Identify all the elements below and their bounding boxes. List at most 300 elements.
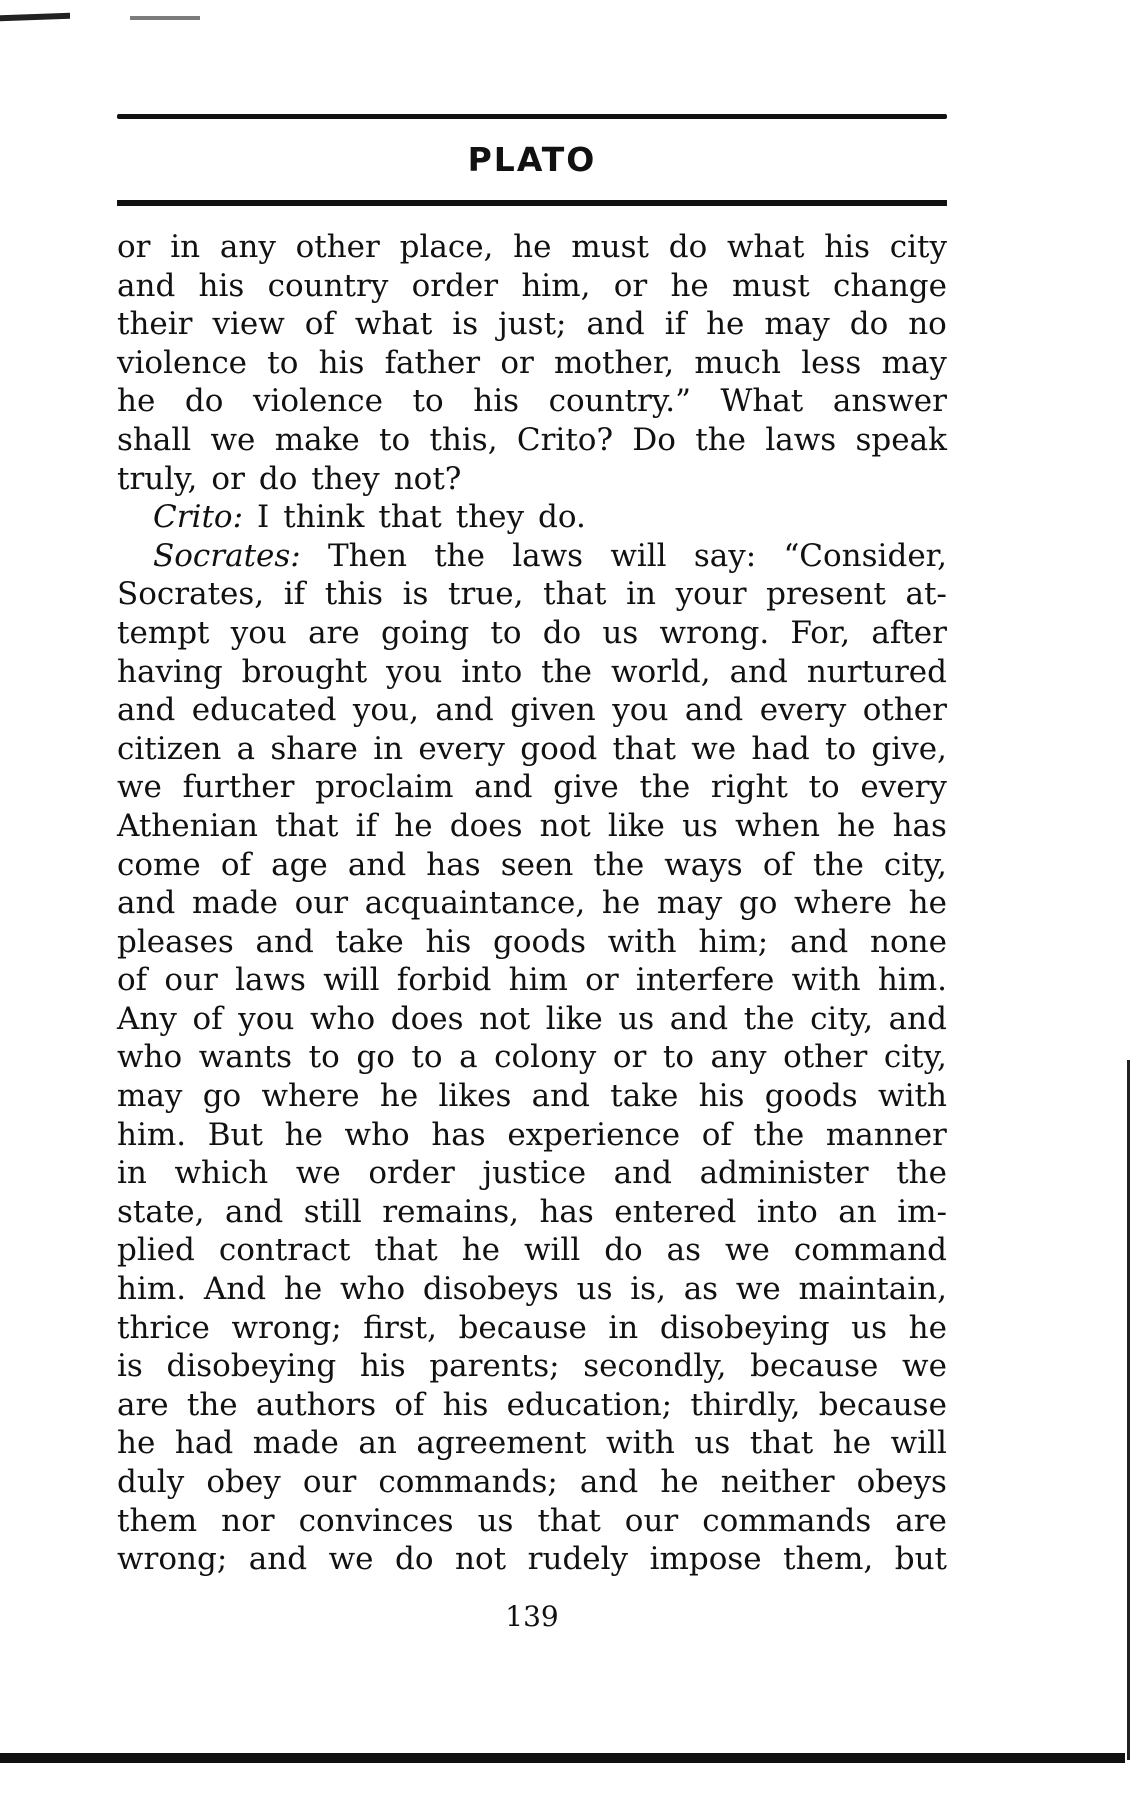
word: good <box>520 730 598 767</box>
word: right <box>710 769 788 806</box>
word: into <box>756 1193 818 1230</box>
page-number: 139 <box>505 1600 559 1633</box>
word: goods <box>764 1078 858 1115</box>
word: an <box>358 1425 397 1462</box>
word: if <box>355 807 378 844</box>
word: he <box>832 1425 872 1462</box>
word: world, <box>610 653 711 690</box>
word: and <box>255 923 314 960</box>
word: citizen <box>117 730 222 767</box>
text-line <box>117 1077 947 1116</box>
text-line <box>117 421 947 460</box>
word: order <box>411 267 499 304</box>
word: we <box>735 1271 781 1308</box>
word: at- <box>905 576 947 613</box>
scan-artifact-mark <box>130 16 200 20</box>
text-line <box>117 1116 947 1155</box>
text-line <box>117 1038 947 1077</box>
word: or <box>211 460 245 497</box>
word: state, <box>117 1193 205 1230</box>
word: and <box>613 1155 672 1192</box>
text-line <box>117 614 947 653</box>
word: are <box>895 1502 947 1539</box>
word: his <box>425 923 472 960</box>
word: think <box>283 499 365 536</box>
word: you <box>238 1000 295 1037</box>
text-line <box>117 961 947 1000</box>
word: rudely <box>527 1541 629 1578</box>
word: that <box>374 1232 438 1269</box>
word: an <box>838 1193 877 1230</box>
word: and <box>684 692 744 729</box>
word: and <box>474 769 533 806</box>
text-line <box>117 382 947 421</box>
word: answer <box>832 383 947 420</box>
word: and <box>888 1000 947 1037</box>
word: into <box>461 653 523 690</box>
word: For, <box>790 614 851 651</box>
word: their <box>117 306 193 343</box>
word: seen <box>500 846 574 883</box>
word: does <box>390 1000 464 1037</box>
word: because <box>750 1348 879 1385</box>
word: that <box>543 576 607 613</box>
word: given <box>510 692 596 729</box>
word: country <box>267 267 389 304</box>
scan-artifact-mark <box>0 13 70 21</box>
word: But <box>207 1116 263 1153</box>
word: us <box>851 1309 888 1346</box>
word: they <box>311 460 380 497</box>
word: him <box>508 962 568 999</box>
word: truly, <box>117 460 198 497</box>
word: do <box>849 306 889 343</box>
word: colony <box>494 1039 597 1076</box>
word: of <box>117 962 148 999</box>
word: wrong. <box>659 614 770 651</box>
word: our <box>302 1464 357 1500</box>
word: are <box>308 614 360 651</box>
word: has <box>431 1116 486 1153</box>
word: he <box>284 1116 323 1153</box>
page-edge-line <box>1127 1060 1130 1760</box>
word: every <box>759 692 847 729</box>
word: our <box>164 962 218 999</box>
word: or <box>500 344 534 381</box>
word: had <box>751 730 810 767</box>
word: who <box>309 1000 376 1037</box>
speaker-label: Crito: <box>153 499 244 536</box>
word: your <box>675 576 747 613</box>
word: who <box>339 1271 406 1308</box>
word: and <box>435 692 494 729</box>
word: any <box>219 229 276 265</box>
text-line <box>117 923 947 962</box>
word: him; <box>698 923 769 960</box>
word: he <box>601 885 641 922</box>
word: had <box>174 1425 234 1462</box>
word: what <box>726 229 805 265</box>
word: may <box>881 344 947 381</box>
word: that <box>275 807 339 844</box>
word: violence <box>117 344 248 381</box>
text-line <box>117 1463 947 1502</box>
word: after <box>871 614 947 651</box>
word: his <box>318 344 365 381</box>
word: that <box>612 730 676 767</box>
word: wants <box>198 1039 293 1076</box>
word: or <box>612 1039 647 1076</box>
word: he <box>670 267 709 304</box>
word: the <box>753 1116 805 1153</box>
word: thirdly, <box>690 1386 801 1423</box>
word: convinces <box>298 1502 454 1539</box>
word: order <box>368 1155 455 1192</box>
word: as <box>683 1271 719 1308</box>
word: much <box>694 344 782 381</box>
word: proclaim <box>315 769 454 806</box>
word: command <box>793 1232 947 1269</box>
word: him. <box>117 1116 187 1153</box>
word: do <box>668 229 708 265</box>
word: us <box>618 1000 655 1037</box>
word: his <box>698 1078 745 1115</box>
word: city <box>889 229 947 265</box>
word: do <box>604 1232 643 1269</box>
word: give <box>553 769 619 806</box>
word: him, <box>521 267 591 304</box>
word: mother, <box>554 344 675 381</box>
word: obey <box>206 1464 281 1500</box>
word: our <box>294 885 349 922</box>
header-rule <box>117 200 947 206</box>
word: tempt <box>117 614 210 651</box>
word: maintain, <box>798 1271 947 1308</box>
word: shall <box>117 421 192 458</box>
word: And <box>203 1271 267 1308</box>
word: commands; <box>378 1464 558 1500</box>
word: may <box>117 1078 183 1115</box>
word: to <box>308 1039 340 1076</box>
word: the <box>896 1155 947 1192</box>
word: share <box>270 730 358 767</box>
word: the <box>593 846 645 883</box>
word: us <box>682 807 718 844</box>
word: impose <box>649 1541 762 1578</box>
word: nurtured <box>806 653 947 690</box>
word: has <box>539 1193 594 1230</box>
word: does <box>449 807 523 844</box>
word: other <box>295 229 380 265</box>
word: with <box>605 1425 675 1462</box>
word: Socrates, <box>117 576 265 613</box>
word: true, <box>448 576 524 613</box>
word: place, <box>399 229 494 265</box>
word: or <box>613 267 648 304</box>
word: thrice <box>117 1309 210 1346</box>
text-line <box>117 1000 947 1039</box>
text-line <box>117 1540 947 1579</box>
word: take <box>610 1078 679 1115</box>
word: in <box>170 229 201 265</box>
word: of <box>304 306 335 343</box>
word: his <box>442 1386 489 1423</box>
word: obeys <box>856 1464 947 1500</box>
word: as <box>666 1232 702 1269</box>
word: none <box>870 923 947 960</box>
word: you <box>386 653 443 690</box>
word: the <box>743 1000 795 1037</box>
word: to <box>662 1039 694 1076</box>
text-line <box>117 228 947 267</box>
word: us <box>477 1502 514 1539</box>
word: disobeying <box>166 1348 337 1385</box>
word: of <box>192 1000 223 1037</box>
word: we <box>725 1232 770 1269</box>
word: city, <box>883 1039 947 1076</box>
word: say: <box>693 537 757 574</box>
word: plied <box>117 1232 195 1269</box>
word: disobeying <box>659 1309 830 1346</box>
word: age <box>271 846 328 883</box>
word: his <box>359 1348 406 1385</box>
word: authors <box>255 1386 377 1423</box>
word: and <box>586 306 645 343</box>
word: not <box>539 807 591 844</box>
word: every <box>418 730 505 767</box>
word: to <box>808 769 840 806</box>
word: no <box>908 306 947 343</box>
word: acquaintance, <box>364 885 586 922</box>
word: education; <box>506 1386 673 1423</box>
word: the <box>541 653 593 690</box>
word: the <box>186 1386 238 1423</box>
word: forbid <box>396 962 492 999</box>
word: and <box>669 1000 729 1037</box>
word: Then <box>327 537 407 574</box>
word: and <box>248 1541 308 1578</box>
top-rule <box>117 114 947 119</box>
word: im- <box>897 1193 947 1230</box>
word: are <box>117 1386 169 1423</box>
word: and <box>347 846 407 883</box>
word: give, <box>871 730 947 767</box>
word: who <box>117 1039 183 1076</box>
word: brought <box>241 653 368 690</box>
text-line <box>117 730 947 769</box>
word: laws <box>512 537 584 574</box>
word: he <box>283 1271 323 1308</box>
word: of <box>762 846 793 883</box>
word: you <box>230 614 287 651</box>
word: he <box>379 1078 419 1115</box>
word: made <box>252 1425 339 1462</box>
word: laws <box>765 421 837 458</box>
word: he <box>117 1425 156 1462</box>
word: to <box>411 1039 443 1076</box>
word: his <box>824 229 870 265</box>
text-line <box>117 691 947 730</box>
word: has <box>426 846 481 883</box>
word: further <box>182 769 295 806</box>
word: we <box>328 1541 374 1578</box>
word: first, <box>363 1309 437 1346</box>
bottom-edge-bar <box>0 1753 1125 1763</box>
word: will <box>323 962 380 999</box>
word: that <box>537 1502 601 1539</box>
word: take <box>335 923 404 960</box>
word: the <box>434 537 485 574</box>
text-line <box>117 1424 947 1463</box>
word: manner <box>825 1116 947 1153</box>
word: remains, <box>382 1193 519 1230</box>
word: if <box>283 576 306 613</box>
word: Any <box>117 1000 177 1037</box>
word: will <box>610 537 667 574</box>
word: every <box>860 769 947 806</box>
word: he <box>706 306 745 343</box>
word: that <box>749 1425 814 1462</box>
word: What <box>720 383 804 420</box>
word: likes <box>438 1078 512 1115</box>
word: going <box>380 614 470 651</box>
text-line <box>117 1502 947 1541</box>
word: where <box>261 1078 360 1115</box>
word: and <box>117 692 176 729</box>
text-line <box>117 846 947 885</box>
word: is <box>452 306 479 343</box>
word: to <box>490 614 522 651</box>
word: he <box>908 885 947 922</box>
word: he <box>513 229 552 265</box>
word: not <box>479 1000 531 1037</box>
word: and <box>531 1078 590 1115</box>
word: justice <box>482 1155 587 1192</box>
word: with <box>607 923 677 960</box>
word: experience <box>507 1116 681 1153</box>
word: not? <box>393 460 462 497</box>
word: wrong; <box>117 1541 228 1578</box>
word: may <box>764 306 830 343</box>
word: country.” <box>548 383 691 420</box>
word: him. <box>117 1271 187 1308</box>
word: entered <box>614 1193 737 1230</box>
word: the <box>639 769 691 806</box>
word: we <box>295 1155 341 1192</box>
word: the <box>695 421 747 458</box>
word: Athenian <box>117 807 258 844</box>
word: will <box>890 1425 947 1462</box>
word: change <box>833 267 947 304</box>
text-line <box>117 305 947 344</box>
word: in <box>626 576 656 613</box>
text-line <box>117 344 947 383</box>
word: go <box>202 1078 242 1115</box>
text-line <box>117 1270 947 1309</box>
word: will <box>523 1232 581 1269</box>
word: nor <box>221 1502 275 1539</box>
word: go <box>738 885 778 922</box>
word: educated <box>191 692 337 729</box>
word: what <box>354 306 433 343</box>
word: city, <box>810 1000 874 1037</box>
word: I <box>257 499 270 536</box>
word: we <box>691 730 737 767</box>
word: is, <box>630 1271 666 1308</box>
word: because <box>818 1386 947 1423</box>
word: us <box>576 1271 613 1308</box>
text-line <box>117 807 947 846</box>
word: he <box>461 1232 500 1269</box>
text-line <box>117 460 947 499</box>
word: contract <box>218 1232 351 1269</box>
word: and <box>579 1464 639 1500</box>
word: this <box>324 576 383 613</box>
word: less <box>801 344 862 381</box>
text-line <box>117 575 947 614</box>
word: goods <box>493 923 586 960</box>
text-line <box>117 884 947 923</box>
word: and <box>789 923 849 960</box>
word: disobeys <box>422 1271 559 1308</box>
word: make <box>274 421 360 458</box>
word: view <box>212 306 285 343</box>
word: to <box>825 730 857 767</box>
word: like <box>545 1000 603 1037</box>
word: father <box>384 344 481 381</box>
word: made <box>191 885 279 922</box>
word: administer <box>699 1155 869 1192</box>
text-line <box>117 1231 947 1270</box>
word: must <box>732 267 810 304</box>
word: us <box>602 614 639 651</box>
word: still <box>303 1193 362 1230</box>
text-line <box>117 537 947 576</box>
word: do. <box>538 499 586 536</box>
word: with <box>791 962 861 999</box>
word: Do <box>632 421 676 458</box>
word: if <box>664 306 687 343</box>
word: do <box>184 383 224 420</box>
word: is <box>402 576 429 613</box>
text-line <box>117 498 947 537</box>
word: speak <box>855 421 947 458</box>
word: wrong; <box>231 1309 342 1346</box>
word: a <box>459 1039 478 1076</box>
word: we <box>902 1348 947 1385</box>
word: violence <box>252 383 383 420</box>
text-line <box>117 1347 947 1386</box>
text-line <box>117 267 947 306</box>
word: come <box>117 846 201 883</box>
word: or <box>117 229 151 265</box>
word: to <box>412 383 444 420</box>
word: has <box>892 807 947 844</box>
word: secondly, <box>583 1348 727 1385</box>
speaker-label: Socrates: <box>153 537 301 574</box>
text-line <box>117 1309 947 1348</box>
word: you <box>612 692 669 729</box>
word: we <box>210 421 256 458</box>
word: the <box>813 846 864 883</box>
word: must <box>571 229 649 265</box>
word: parents; <box>429 1348 560 1385</box>
word: to <box>379 421 411 458</box>
word: is <box>117 1348 143 1385</box>
word: he <box>660 1464 699 1500</box>
word: interfere <box>635 962 775 999</box>
word: his <box>198 267 245 304</box>
